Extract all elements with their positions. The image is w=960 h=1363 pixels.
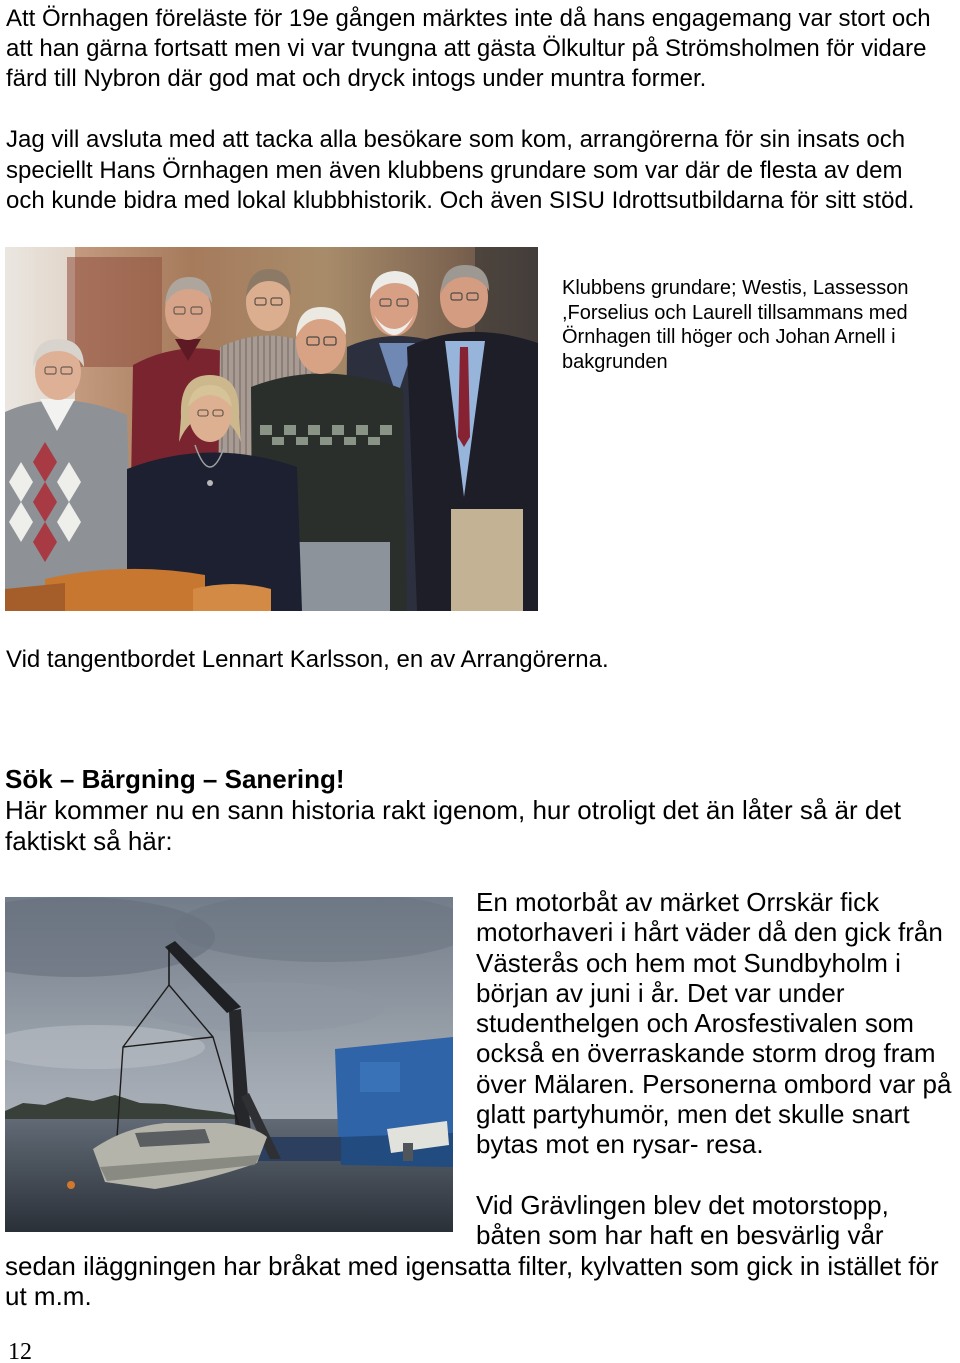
page-number: 12 xyxy=(8,1339,32,1363)
paragraph-line: bytas mot en rysar- resa. xyxy=(476,1129,764,1159)
group-photo-caption xyxy=(562,276,909,374)
boat-salvage-image xyxy=(5,897,453,1232)
caption-line: ,Forselius och Laurell tillsammans med xyxy=(562,301,908,324)
paragraph-line: också en överraskande storm drog fram xyxy=(476,1038,936,1069)
paragraph-line: färd till Nybron där god mat och dryck intogs under muntra former. xyxy=(6,65,707,92)
paragraph-line: att han gärna fortsatt men vi var tvungna att gästa Ölkultur på Strömsholmen för vidare xyxy=(6,35,927,62)
buoy xyxy=(67,1181,75,1189)
section-heading: Sök – Bärgning – Sanering! xyxy=(5,764,345,794)
paragraph-line: början av juni i år. Det var under xyxy=(476,977,845,1008)
caption-line: Örnhagen till höger och Johan Arnell i xyxy=(562,326,896,348)
salvage-story-column xyxy=(476,887,951,1159)
caption-line: Klubbens grundare; Westis, Lassesson xyxy=(562,277,909,299)
paragraph-line: En motorbåt av märket Orrskär fick xyxy=(476,887,880,917)
group-photo xyxy=(5,247,538,611)
keyboard-note-text: Vid tangentbordet Lennart Karlsson, en av Arrangörerna. xyxy=(6,646,609,673)
paragraph-line: och kunde bidra med lokal klubbhistorik. Och även SISU Idrottsutbildarna för sitt stöd. xyxy=(6,187,915,214)
paragraph-line: motorhaveri i hårt väder då den gick från xyxy=(476,917,943,948)
paragraph-line: Vid Grävlingen blev det motorstopp, xyxy=(476,1190,889,1220)
paragraph-line: faktiskt så här: xyxy=(5,826,173,856)
caption-line: bakgrunden xyxy=(562,350,668,373)
boat-salvage-photo xyxy=(5,897,453,1232)
paragraph-line: Att Örnhagen föreläste för 19e gången märktes inte då hans engagemang var stort och xyxy=(6,5,931,32)
salvage-section-intro xyxy=(5,764,901,857)
paragraph-line: sedan iläggningen har bråkat med igensatta filter, kylvatten som gick in istället för xyxy=(5,1250,939,1281)
paragraph-line: Jag vill avsluta med att tacka alla besökare som kom, arrangörerna för sin insats och xyxy=(6,126,906,153)
paragraph-line: speciellt Hans Örnhagen men även klubbens grundare som var där de flesta av dem xyxy=(6,156,903,184)
paragraph-line: över Mälaren. Personerna ombord var på xyxy=(476,1068,952,1099)
intro-paragraph-1 xyxy=(6,4,931,94)
intro-paragraph-2 xyxy=(6,125,914,217)
keyboard-note xyxy=(6,645,609,675)
paragraph-line: studenthelgen och Arosfestivalen som xyxy=(476,1008,914,1038)
paragraph-line: glatt partyhumör, men det skulle snart xyxy=(476,1098,910,1129)
paragraph-line: båten som har haft en besvärlig vår xyxy=(476,1220,884,1251)
paragraph-line: ut m.m. xyxy=(5,1280,92,1311)
salvage-story-continuation xyxy=(5,1190,939,1311)
paragraph-line: Västerås och hem mot Sundbyholm i xyxy=(476,947,901,978)
group-photo-image xyxy=(5,247,538,611)
paragraph-line: Här kommer nu en sann historia rakt igenom, hur otroligt det än låter så är det xyxy=(5,795,901,825)
